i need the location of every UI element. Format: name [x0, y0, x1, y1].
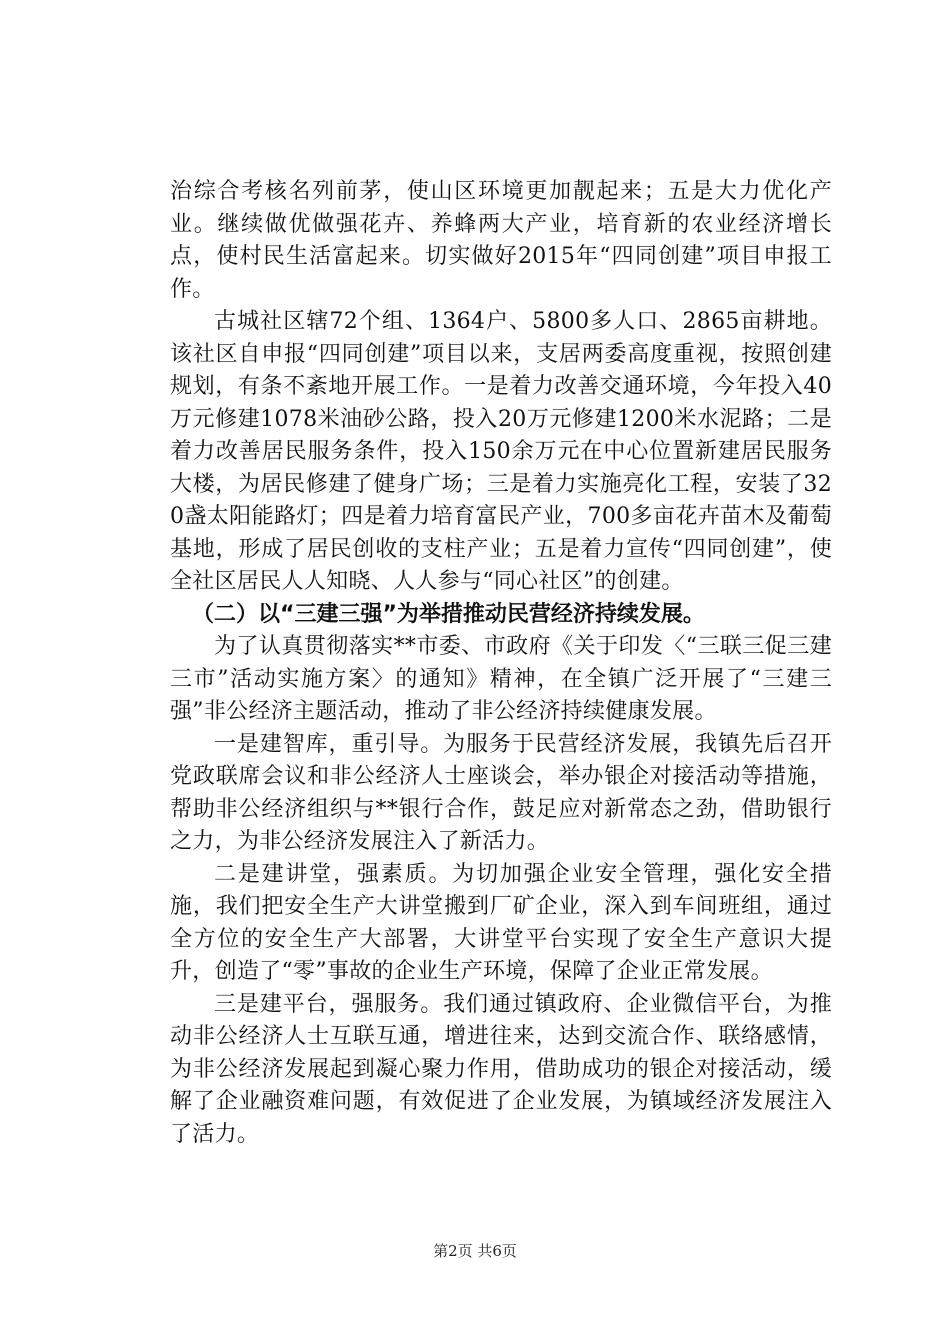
paragraph-intro: 为了认真贯彻落实**市委、市政府《关于印发〈“三联三促三建三市”活动实施方案〉的通知》精神，在全镇广泛开展了“三建三强”非公经济主题活动，推动了非公经济持续健康发展。	[170, 634, 832, 724]
paragraph-think-tank: 一是建智库，重引导。为服务于民营经济发展，我镇先后召开党政联席会议和非公经济人士座谈会，举办银企对接活动等措施，帮助非公经济组织与**银行合作，鼓足应对新常态之劲，借助银行之力，为非公经济发展注入了新活力。	[170, 731, 832, 854]
paragraph-gucheng-community: 古城社区辖72个组、1364户、5800多人口、2865亩耕地。该社区自申报“四同创建”项目以来，支居两委高度重视，按照创建规划，有条不紊地开展工作。一是着力改善交通环境，今年投入40万元修建1078米油砂公路，投入20万元修建1200米水泥路；二是着力改善居民服务条件，投入150余万元在中心位置新建居民服务大楼，为居民修建了健身广场；三是着力实施亮化工程，安装了320盏太阳能路灯；四是着力培育富民产业，700多亩花卉苗木及葡萄基地，形成了居民创收的支柱产业；五是着力宣传“四同创建”，使全社区居民人人知晓、人人参与“同心社区”的创建。	[170, 309, 832, 594]
paragraph-lecture-hall: 二是建讲堂，强素质。为切加强企业安全管理，强化安全措施，我们把安全生产大讲堂搬到厂矿企业，深入到车间班组，通过全方位的安全生产大部署，大讲堂平台实现了安全生产意识大提升，创造了“零”事故的企业生产环境，保障了企业正常发展。	[170, 861, 832, 984]
page-footer: 第2页 共6页	[433, 1242, 517, 1260]
section-heading: （二）以“三建三强”为举措推动民营经济持续发展。	[192, 601, 705, 627]
paragraph-platform: 三是建平台，强服务。我们通过镇政府、企业微信平台，为推动非公经济人士互联互通，增进往来，达到交流合作、联络感情，为非公经济发展起到凝心聚力作用，借助成功的银企对接活动，缓解了企业融资难问题，有效促进了企业发展，为镇域经济发展注入了活力。	[170, 991, 832, 1147]
paragraph-continuation: 治综合考核名列前茅，使山区环境更加靓起来；五是大力优化产业。继续做优做强花卉、养蜂两大产业，培育新的农业经济增长点，使村民生活富起来。切实做好2015年“四同创建”项目申报工作。	[170, 179, 832, 302]
document-body	[170, 176, 832, 1151]
